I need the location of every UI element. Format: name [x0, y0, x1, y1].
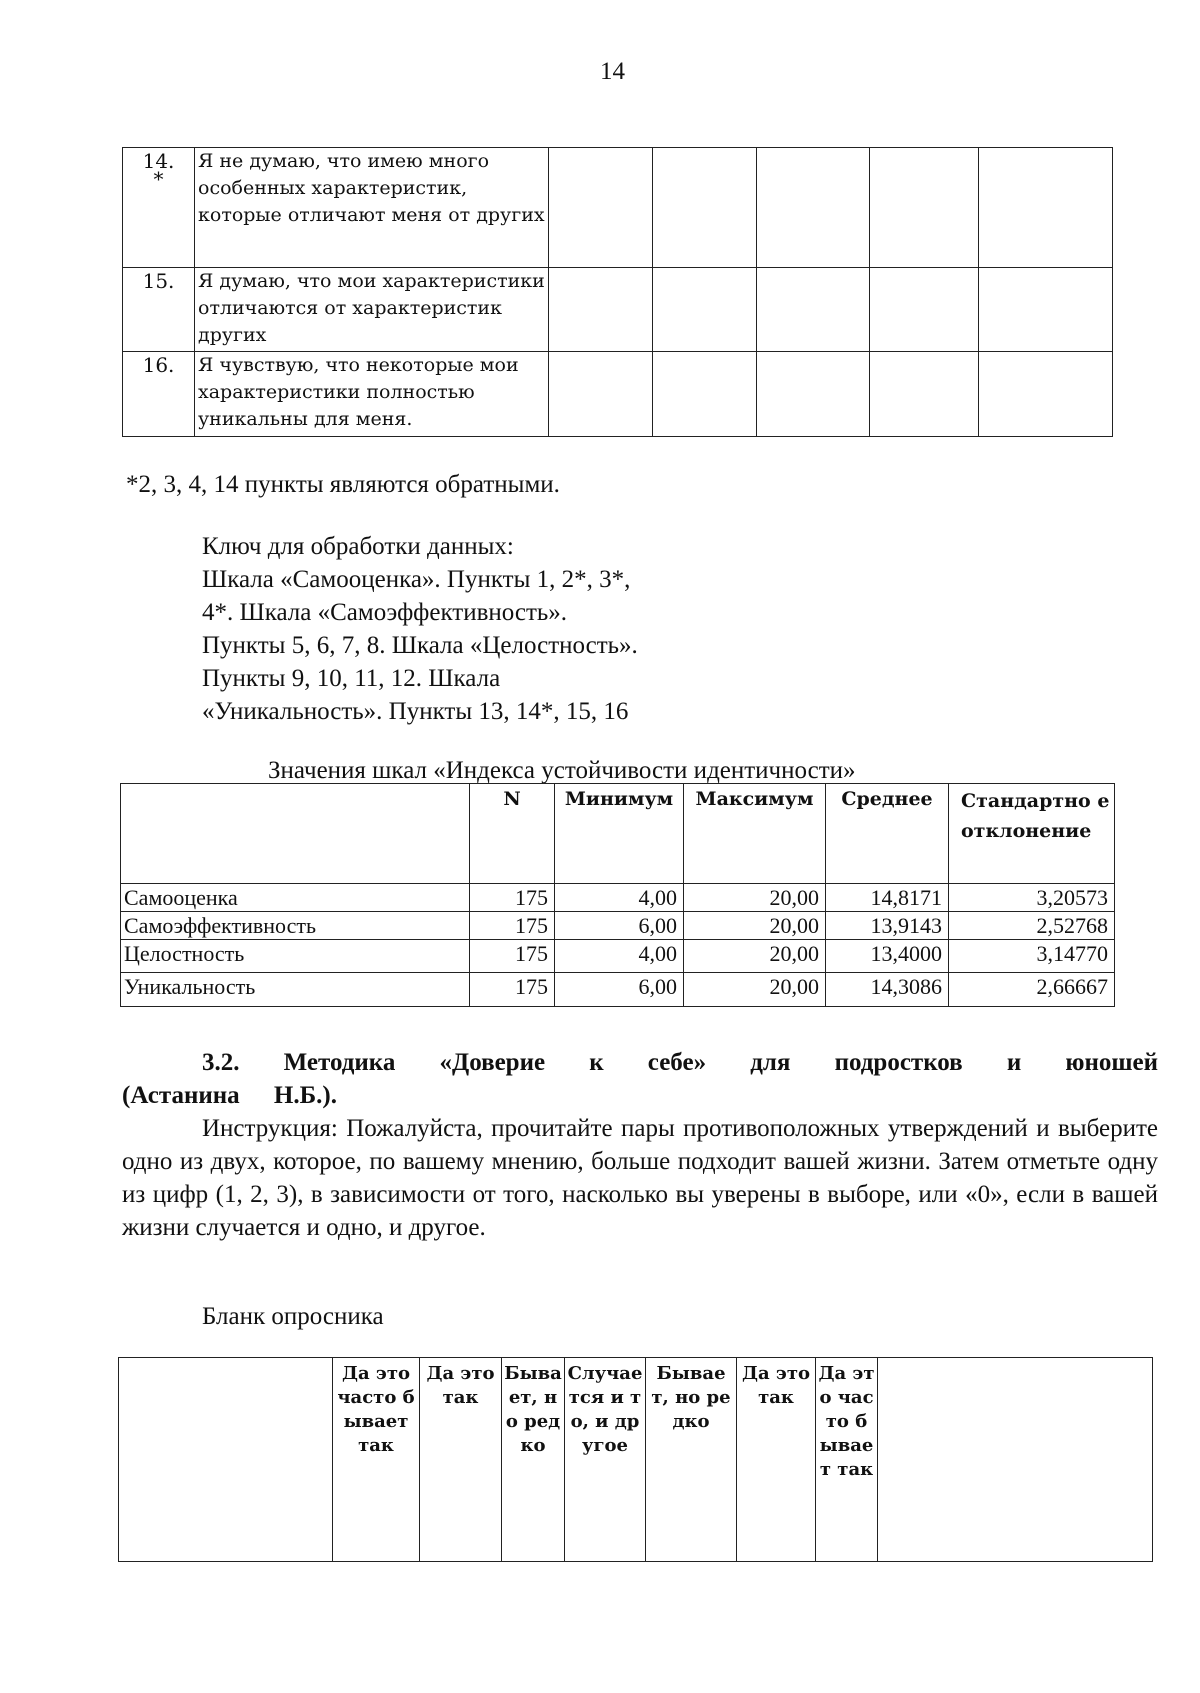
header-cell: [121, 784, 470, 884]
table-row: [121, 884, 1115, 912]
item-number: 15.: [123, 268, 195, 352]
key-line: Шкала «Самооценка». Пункты 1, 2*, 3*,: [202, 566, 631, 593]
cell: Самооценка: [121, 884, 470, 912]
key-line: Ключ для обработки данных:: [202, 533, 514, 560]
table-header-row: [119, 1358, 1153, 1562]
header-cell: Да это часто бывает так: [333, 1358, 420, 1562]
cell: 2,52768: [949, 912, 1115, 940]
cell: 4,00: [555, 884, 684, 912]
item-text: Я чувствую, что некоторые мои характеристики полностью уникальны для меня.: [195, 352, 549, 437]
header-cell: Случается и то, и другое: [565, 1358, 646, 1562]
stats-table: [120, 783, 1115, 1007]
cell: Уникальность: [121, 973, 470, 1007]
key-block: [202, 530, 638, 728]
item-number: 16.: [123, 352, 195, 437]
key-line: «Уникальность». Пункты 13, 14*, 15, 16: [202, 698, 629, 725]
instruction-paragraph: Инструкция: Пожалуйста, прочитайте пары противоположных утверждений и выберите одно из двух, которое, по вашему мнению, больше подходит вашей жизни. Затем отметьте одну из цифр (1, 2, 3), в зависимости от того, насколько вы уверены в выборе, или «0», если в вашей жизни случается и одно, и другое.: [122, 1115, 1158, 1241]
header-cell: Среднее: [826, 784, 949, 884]
cell: 4,00: [555, 940, 684, 973]
header-cell: Максимум: [684, 784, 826, 884]
footnote: *2, 3, 4, 14 пункты являются обратными.: [126, 471, 560, 498]
cell: 14,3086: [826, 973, 949, 1007]
page-number: 14: [600, 58, 625, 85]
cell: 6,00: [555, 973, 684, 1007]
cell: 3,14770: [949, 940, 1115, 973]
cell: 13,9143: [826, 912, 949, 940]
header-cell: Бывает, но редко: [646, 1358, 737, 1562]
header-cell: Стандартно е отклонение: [949, 784, 1115, 884]
cell: 20,00: [684, 912, 826, 940]
cell: 175: [470, 884, 555, 912]
stats-table-caption: Значения шкал «Индекса устойчивости идентичности»: [268, 757, 856, 784]
table-row: [121, 912, 1115, 940]
cell: 175: [470, 940, 555, 973]
cell: Целостность: [121, 940, 470, 973]
header-cell: [119, 1358, 333, 1562]
section-heading: 3.2. Методика «Доверие к себе» для подростков и юношей (Астанина Н.Б.).: [122, 1049, 1158, 1109]
table-row: [123, 268, 1113, 352]
cell: 175: [470, 912, 555, 940]
table-row: [121, 973, 1115, 1007]
table-row: [121, 940, 1115, 973]
form-table: [118, 1357, 1153, 1562]
cell: 3,20573: [949, 884, 1115, 912]
header-cell: Бывает, но редко: [502, 1358, 565, 1562]
cell: 20,00: [684, 940, 826, 973]
item-text: Я думаю, что мои характеристики отличаются от характеристик других: [195, 268, 549, 352]
header-cell: Минимум: [555, 784, 684, 884]
cell: 175: [470, 973, 555, 1007]
key-line: 4*. Шкала «Самоэффективность».: [202, 599, 568, 626]
header-cell: [878, 1358, 1153, 1562]
cell: 2,66667: [949, 973, 1115, 1007]
header-cell: Да это так: [737, 1358, 816, 1562]
header-cell: Да это часто бывает так: [816, 1358, 878, 1562]
header-cell: Да это так: [420, 1358, 502, 1562]
key-line: Пункты 5, 6, 7, 8. Шкала «Целостность».: [202, 632, 638, 659]
form-title: Бланк опросника: [202, 1303, 384, 1330]
cell: 14,8171: [826, 884, 949, 912]
table-row: [123, 352, 1113, 437]
item-number: 14. *: [123, 148, 195, 268]
cell: Самоэффективность: [121, 912, 470, 940]
cell: 6,00: [555, 912, 684, 940]
table-header-row: [121, 784, 1115, 884]
item-text: Я не думаю, что имею много особенных характеристик, которые отличают меня от других: [195, 148, 549, 268]
key-line: Пункты 9, 10, 11, 12. Шкала: [202, 665, 501, 692]
table-row: [123, 148, 1113, 268]
cell: 20,00: [684, 884, 826, 912]
cell: 13,4000: [826, 940, 949, 973]
header-cell: N: [470, 784, 555, 884]
cell: 20,00: [684, 973, 826, 1007]
items-table: [122, 147, 1113, 437]
